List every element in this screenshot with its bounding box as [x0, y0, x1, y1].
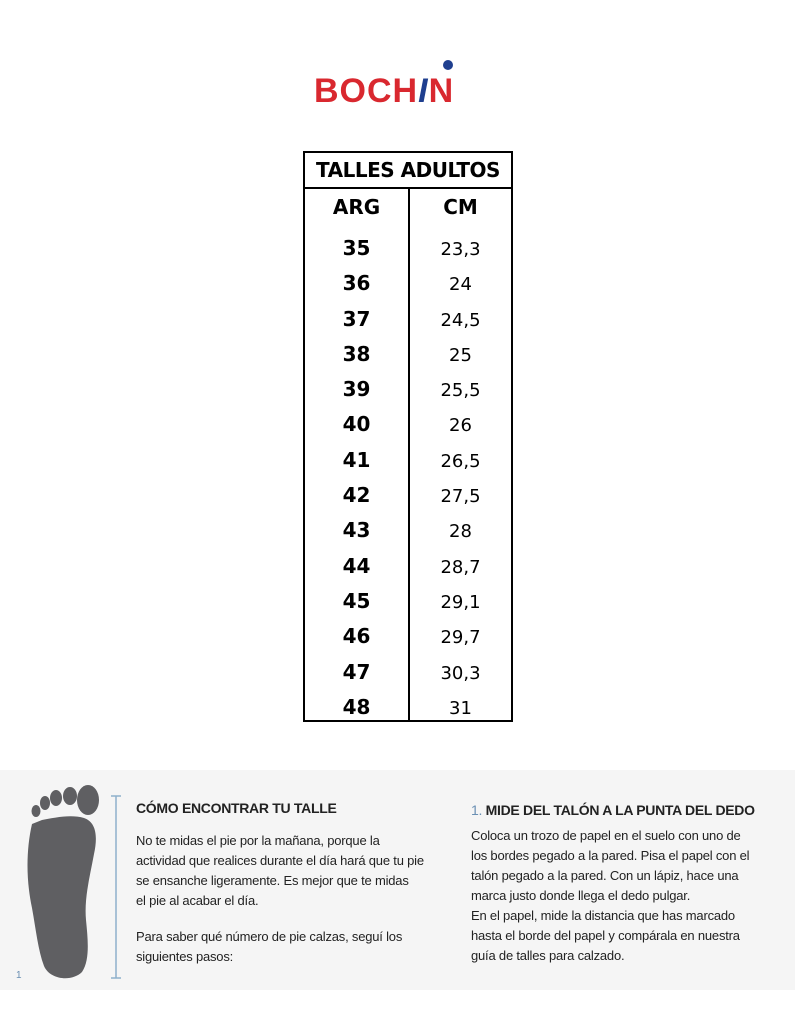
size-arg: 42 — [342, 483, 371, 508]
foot-silhouette-icon — [14, 780, 124, 985]
column-header-arg: ARG — [332, 195, 381, 219]
guide-heading: CÓMO ENCONTRAR TU TALLE — [136, 800, 337, 816]
table-row — [305, 550, 511, 585]
table-row — [305, 267, 511, 302]
size-cm: 27,5 — [440, 486, 481, 508]
size-cm: 26,5 — [440, 450, 481, 472]
logo-text: BOCHIN — [314, 72, 455, 110]
size-arg: 47 — [342, 659, 371, 684]
size-cm: 25 — [449, 344, 472, 366]
size-arg: 38 — [342, 341, 371, 366]
size-arg: 39 — [342, 377, 371, 402]
table-row — [305, 691, 511, 726]
table-row — [305, 408, 511, 443]
size-cm: 25,5 — [440, 380, 481, 402]
size-cm: 29,7 — [440, 627, 481, 649]
size-arg: 44 — [342, 553, 371, 578]
size-arg: 46 — [342, 624, 371, 649]
table-row — [305, 479, 511, 514]
step1-title: 1. MIDE DEL TALÓN A LA PUNTA DEL DEDO — [471, 802, 755, 818]
size-cm: 31 — [449, 697, 472, 719]
table-row — [305, 585, 511, 620]
table-rows — [305, 232, 511, 726]
table-row — [305, 514, 511, 549]
size-arg: 37 — [342, 306, 371, 331]
foot-marker-label: 1 — [16, 970, 22, 981]
size-arg: 43 — [342, 518, 371, 543]
table-row — [305, 338, 511, 373]
table-body — [305, 187, 511, 720]
step1-number: 1. — [471, 802, 483, 818]
table-row — [305, 620, 511, 655]
step1-text: Coloca un trozo de papel en el suelo con uno de los bordes pegado a la pared. Pisa el papel con el talón pegado a la pared. Con un lápiz, hace una marca justo donde llega el dedo pulgar. En el papel, mide la distancia que has marcado hasta el borde del papel y compárala en nuestra guía de talles para calzado. — [471, 828, 750, 963]
table-row — [305, 373, 511, 408]
size-cm: 30,3 — [440, 662, 481, 684]
size-arg: 40 — [342, 412, 371, 437]
table-row — [305, 656, 511, 691]
table-row — [305, 232, 511, 267]
size-cm: 28,7 — [440, 556, 481, 578]
table-title: TALLES ADULTOS — [305, 153, 511, 189]
logo-dot — [443, 60, 453, 70]
size-arg: 41 — [342, 447, 371, 472]
size-cm: 24,5 — [440, 309, 481, 331]
size-arg: 35 — [342, 236, 371, 260]
size-cm: 23,3 — [440, 239, 481, 260]
size-arg: 45 — [342, 588, 371, 613]
size-cm: 24 — [449, 274, 472, 296]
size-arg: 48 — [342, 694, 371, 719]
table-row — [305, 444, 511, 479]
brand-logo — [314, 60, 484, 110]
column-header-cm: CM — [443, 195, 478, 219]
guide-intro: No te midas el pie por la mañana, porque la actividad que realices durante el día hará que tu pie se ensanche ligeramente. Es mejor que te midas el pie al acabar el día. — [136, 833, 424, 908]
size-cm: 28 — [449, 521, 472, 543]
measuring-guide — [0, 770, 795, 990]
size-table — [303, 151, 513, 722]
size-arg: 36 — [342, 271, 371, 296]
guide-steps-intro: Para saber qué número de pie calzas, seguí los siguientes pasos: — [136, 929, 403, 964]
size-cm: 26 — [449, 415, 472, 437]
table-row — [305, 303, 511, 338]
size-cm: 29,1 — [440, 591, 481, 613]
